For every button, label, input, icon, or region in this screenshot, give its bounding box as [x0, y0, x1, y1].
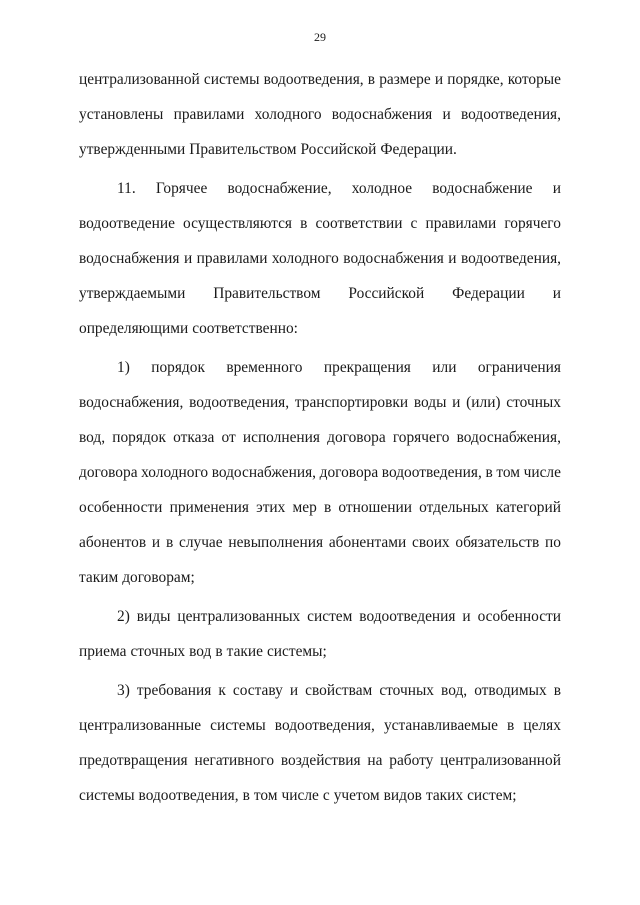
word: холодного [141, 464, 209, 481]
word: водоотведения, [189, 394, 290, 411]
word: Российской [300, 141, 377, 158]
word: таких [425, 787, 464, 804]
word: устанавливаемые [383, 717, 498, 734]
word: работу [389, 752, 434, 769]
word: водоснабжения, [456, 429, 561, 446]
word: утвержденными [79, 141, 186, 158]
text-line [79, 747, 561, 782]
word: и [289, 682, 299, 699]
word: обязательств [455, 534, 540, 551]
word: горячего [392, 429, 450, 446]
word: порядке, [447, 71, 504, 88]
word: водоснабжение [432, 180, 533, 197]
word: водоснабжения, [79, 394, 184, 411]
word: предотвращения [79, 752, 188, 769]
word: водоснабжения [331, 106, 433, 123]
word: 3) [117, 682, 130, 699]
word: правилами [196, 250, 268, 267]
word: и [183, 250, 193, 267]
word: утверждаемыми [79, 285, 186, 302]
word: сточных [379, 682, 434, 699]
word: свойствам [305, 682, 373, 699]
word: исполнения [242, 429, 320, 446]
word: в [485, 464, 493, 481]
text-line [79, 245, 561, 280]
word: по [544, 534, 561, 551]
word: водоотведения, [460, 106, 561, 123]
text-line [79, 354, 561, 389]
word: от [221, 429, 236, 446]
word: случае [178, 534, 223, 551]
word: в [242, 787, 250, 804]
text-line [79, 136, 561, 171]
word: и [552, 180, 561, 197]
word: или [432, 359, 457, 376]
word: к [218, 682, 226, 699]
word: числе [523, 464, 561, 481]
word: размере [379, 71, 431, 88]
word: в [215, 643, 223, 660]
word: сточных [506, 394, 561, 411]
word: и [552, 285, 561, 302]
word: на [367, 752, 383, 769]
word: в [300, 215, 308, 232]
word: и [462, 608, 471, 625]
word: воздействия [280, 752, 361, 769]
word: Правительством [213, 285, 321, 302]
word: системы [210, 717, 266, 734]
word: договора [79, 464, 138, 481]
word: временного [226, 359, 303, 376]
text-line [79, 494, 561, 529]
word: соответственно: [192, 320, 298, 337]
word: правилами [425, 215, 497, 232]
word: этих [256, 499, 286, 516]
word: холодного [254, 106, 322, 123]
word: централизованной [79, 71, 200, 88]
word: водоотведение [79, 215, 175, 232]
text-line [79, 66, 561, 101]
text-line [79, 603, 561, 638]
word: водоснабжения [79, 250, 180, 267]
word: применения [169, 499, 249, 516]
word: договора [319, 464, 379, 481]
word: в [553, 682, 561, 699]
word: отдельных [419, 499, 489, 516]
text-line [79, 101, 561, 136]
word: водоотведения, [274, 717, 375, 734]
text-line [79, 280, 561, 315]
word: определяющими [79, 320, 189, 337]
word: 2) [117, 608, 130, 625]
word: виды [136, 608, 171, 625]
word: особенности [477, 608, 561, 625]
word: которые [507, 71, 561, 88]
word: водоотведения, [381, 464, 482, 481]
word: системы; [266, 643, 327, 660]
text-line [79, 175, 561, 210]
word: и [442, 106, 451, 123]
word: абонентов [79, 534, 147, 551]
word: числе [281, 787, 319, 804]
document-body [79, 66, 561, 817]
word: водоснабжение, [227, 180, 332, 197]
word: соответствии [315, 215, 403, 232]
word: своих [412, 534, 450, 551]
word: приема [79, 643, 127, 660]
word: осуществляются [183, 215, 292, 232]
text-line [79, 315, 561, 350]
word: учетом [333, 787, 380, 804]
word: особенности [79, 499, 163, 516]
word: 11. [117, 180, 136, 197]
word: в [507, 717, 515, 734]
text-line [79, 210, 561, 245]
text-line [79, 564, 561, 599]
word: систем; [467, 787, 517, 804]
word: (или) [466, 394, 501, 411]
word: том [496, 464, 520, 481]
word: Федерации. [380, 141, 457, 158]
text-line [79, 677, 561, 712]
word: Горячее [155, 180, 208, 197]
word: 1) [117, 359, 130, 376]
text-line [79, 459, 561, 494]
text-line [79, 638, 561, 673]
word: централизованных [177, 608, 301, 625]
word: вод [189, 643, 212, 660]
word: требования [136, 682, 212, 699]
word: порядок [151, 359, 205, 376]
word: водоотведения, [263, 71, 364, 88]
word: таким [79, 569, 119, 586]
word: в [323, 499, 332, 516]
word: невыполнения [228, 534, 324, 551]
word: ограничения [477, 359, 561, 376]
word: Правительством [189, 141, 297, 158]
word: горячего [504, 215, 561, 232]
word: отношении [338, 499, 412, 516]
word: отказа [173, 429, 215, 446]
word: в [165, 534, 174, 551]
text-line [79, 529, 561, 564]
word: водоотведения, [138, 787, 239, 804]
word: порядок [112, 429, 166, 446]
word: составу [232, 682, 283, 699]
word: транспортировки [294, 394, 409, 411]
word: системы [79, 787, 135, 804]
word: холодного [271, 250, 339, 267]
word: воды [413, 394, 447, 411]
word: водоотведения, [460, 250, 561, 267]
word: установлены [79, 106, 164, 123]
word: абонентами [328, 534, 407, 551]
word: категорий [495, 499, 561, 516]
word: Российской [348, 285, 425, 302]
word: сточных [130, 643, 186, 660]
word: и [448, 250, 457, 267]
word: целях [523, 717, 561, 734]
word: видов [383, 787, 422, 804]
word: прекращения [323, 359, 411, 376]
word: систем [307, 608, 353, 625]
word: холодное [351, 180, 413, 197]
text-line [79, 389, 561, 424]
word: водоснабжения [343, 250, 444, 267]
word: договорам; [122, 569, 195, 586]
word: вод, [79, 429, 106, 446]
page-number: 29 [314, 30, 326, 44]
word: централизованные [79, 717, 202, 734]
word: и [452, 394, 461, 411]
word: системы [203, 71, 260, 88]
text-line [79, 712, 561, 747]
word: с [410, 215, 418, 232]
word: отводимых [474, 682, 547, 699]
word: вод, [441, 682, 468, 699]
word: договора [327, 429, 386, 446]
text-line [79, 782, 561, 817]
word: с [322, 787, 330, 804]
word: в [367, 71, 376, 88]
word: Федерации [452, 285, 525, 302]
word: правилами [173, 106, 245, 123]
word: и [151, 534, 161, 551]
word: негативного [194, 752, 275, 769]
text-line [79, 424, 561, 459]
word: такие [226, 643, 263, 660]
word: водоотведения [359, 608, 456, 625]
word: централизованной [440, 752, 561, 769]
word: водоснабжения, [211, 464, 317, 481]
word: и [434, 71, 444, 88]
word: мер [292, 499, 317, 516]
word: том [253, 787, 278, 804]
